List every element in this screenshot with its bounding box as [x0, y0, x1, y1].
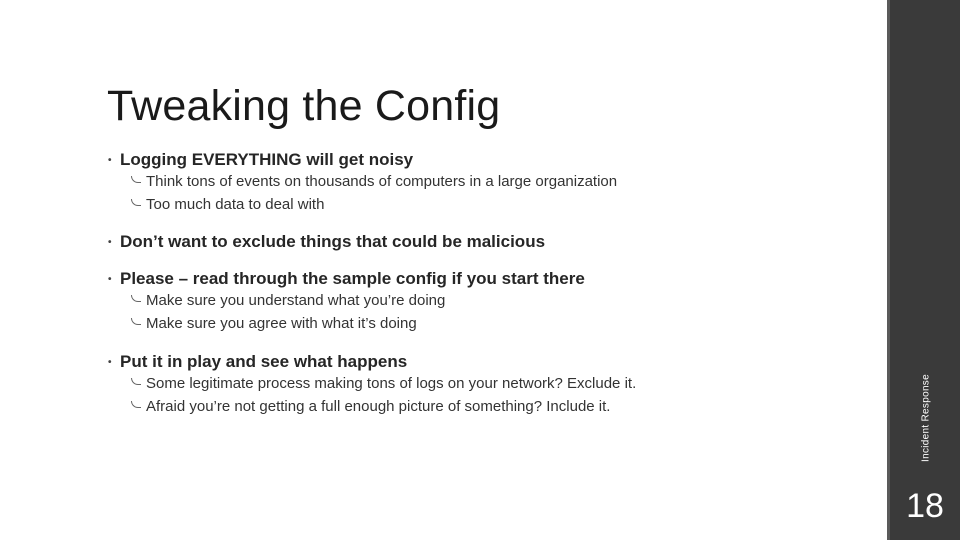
bullet-text: Put it in play and see what happens — [120, 352, 408, 371]
sub-bullet-text: Make sure you understand what you’re doing — [146, 292, 446, 309]
bullet-dot-icon: • — [108, 155, 112, 166]
sub-bullet-item — [130, 315, 417, 332]
curved-arrow-icon — [130, 317, 146, 327]
sub-bullet-item — [130, 196, 324, 213]
sub-bullet-text: Some legitimate process making tons of logs on your network? Exclude it. — [146, 375, 637, 392]
bullet-item — [108, 269, 585, 289]
sub-bullet-text: Think tons of events on thousands of computers in a large organization — [146, 173, 618, 190]
bullet-dot-icon: • — [108, 274, 112, 285]
curved-arrow-icon — [130, 400, 146, 410]
sub-bullet-text: Too much data to deal with — [146, 196, 325, 213]
curved-arrow-icon — [130, 175, 146, 185]
bullet-item — [108, 232, 545, 252]
bullet-text: Logging EVERYTHING will get noisy — [120, 150, 414, 169]
bullet-text: Don’t want to exclude things that could be malicious — [120, 232, 546, 251]
sub-bullet-item — [130, 398, 610, 415]
bullet-item — [108, 150, 413, 170]
sub-bullet-item — [130, 375, 636, 392]
sub-bullet-text: Make sure you agree with what it’s doing — [146, 315, 417, 332]
sub-bullet-text: Afraid you’re not getting a full enough picture of something? Include it. — [146, 398, 611, 415]
sidebar-section-label: Incident Response — [920, 374, 932, 462]
bullet-dot-icon: • — [108, 357, 112, 368]
sub-bullet-item — [130, 292, 445, 309]
curved-arrow-icon — [130, 294, 146, 304]
bullet-item — [108, 352, 407, 372]
curved-arrow-icon — [130, 198, 146, 208]
bullet-dot-icon: • — [108, 237, 112, 248]
sub-bullet-item — [130, 173, 617, 190]
curved-arrow-icon — [130, 377, 146, 387]
slide-title: Tweaking the Config — [107, 82, 501, 130]
bullet-text: Please – read through the sample config if you start there — [120, 269, 585, 288]
page-number: 18 — [906, 487, 944, 525]
